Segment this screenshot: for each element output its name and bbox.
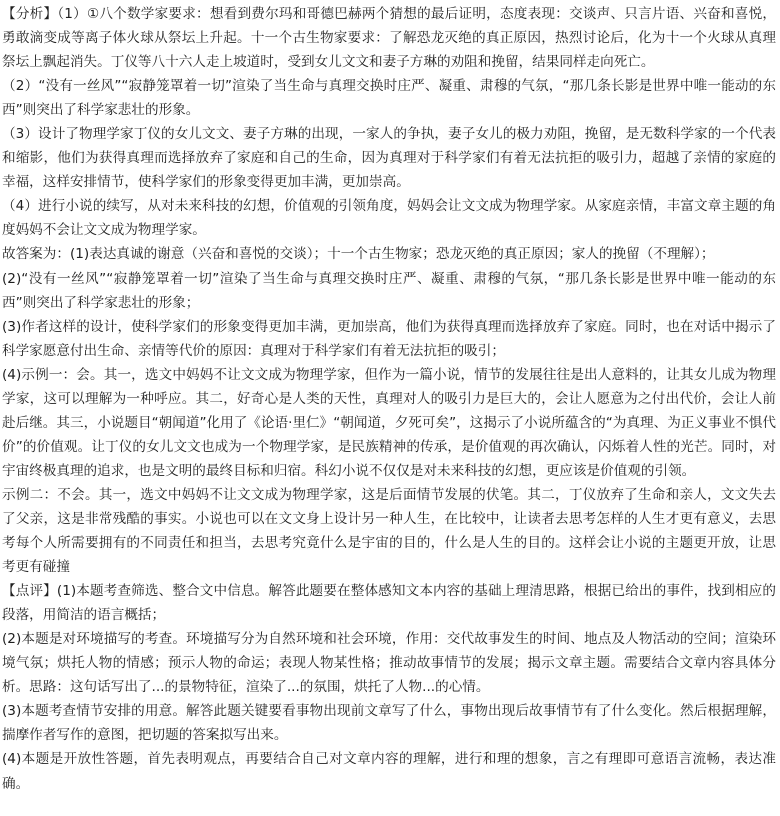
- comment-part-4: (4)本题是开放性答题，首先表明观点，再要结合自己对文章内容的理解，进行和理的想象，言之有理即可意语言流畅，表达准确。: [2, 751, 776, 792]
- comment-part-2: (2)本题是对环境描写的考查。环境描写分为自然环境和社会环境，作用：交代故事发生的时间、地点及人物活动的空间；渲染环境气氛；烘托人物的情感；预示人物的命运；表现人物某性格；推动故事情节的发展；揭示文章主题。需要结合文章内容具体分析。思路：这句话写出了...的景物特征，渲染了...的氛围，烘托了人物...的心情。: [2, 631, 776, 696]
- answer-part-3: (3)作者这样的设计，使科学家们的形象变得更加丰满，更加崇高，他们为获得真理而选择放弃了家庭。同时，也在对话中揭示了科学家愿意付出生命、亲情等代价的原因：真理对于科学家们有着无法抗拒的吸引；: [2, 318, 776, 359]
- analysis-part-4: （4）进行小说的续写，从对未来科技的幻想，价值观的引领角度，妈妈会让文文成为物理学家。从家庭亲情，丰富文章主题的角度妈妈不会让文文成为物理学家。: [2, 198, 776, 239]
- answer-part-4-example-2: 示例二：不会。其一，选文中妈妈不让文文成为物理学家，这是后面情节发展的伏笔。其二，丁仪放弃了生命和亲人，文文失去了父亲，这是非常残酷的事实。小说也可以在文文身上设计另一种人生，在比较中，让读者去思考怎样的人生才更有意义，去思考每个人所需要拥有的不同责任和担当，去思考究竟什么是宇宙的目的，什么是人生的目的。这样会让小说的主题更开放，让思考更有碰撞: [2, 486, 776, 576]
- comment-part-1: 【点评】(1)本题考查筛选、整合文中信息。解答此题要在整体感知文本内容的基础上理清思路，根据已给出的事件，找到相应的段落，用简洁的语言概括；: [2, 583, 776, 624]
- analysis-part-3: （3）设计了物理学家丁仪的女儿文文、妻子方琳的出现，一家人的争执，妻子女儿的极力劝阻，挽留，是无数科学家的一个代表和缩影，他们为获得真理而选择放弃了家庭和自己的生命，因为真理对于科学家们有着无法抗拒的吸引力，超越了亲情的家庭的幸福，这样安排情节，使科学家们的形象变得更加丰满，更加崇高。: [2, 126, 776, 191]
- analysis-part-2: （2）“没有一丝风”“寂静笼罩着一切”渲染了当生命与真理交换时庄严、凝重、肃穆的气氛，“那几条长影是世界中唯一能动的东西”则突出了科学家悲壮的形象。: [2, 78, 776, 119]
- answer-part-2: (2)“没有一丝风”“寂静笼罩着一切”渲染了当生命与真理交换时庄严、凝重、肃穆的气氛，“那几条长影是世界中唯一能动的东西”则突出了科学家悲壮的形象；: [2, 270, 776, 311]
- answer-part-1: 故答案为：(1)表达真诚的谢意（兴奋和喜悦的交谈）；十一个古生物家；恐龙灭绝的真正原因；家人的挽留（不理解）；: [2, 246, 715, 263]
- comment-part-3: (3)本题考查情节安排的用意。解答此题关键要看事物出现前文章写了什么，事物出现后故事情节有了什么变化。然后根据理解，揣摩作者写作的意图，把切题的答案拟写出来。: [2, 703, 776, 744]
- answer-part-4-example-1: (4)示例一：会。其一，选文中妈妈不让文文成为物理学家，但作为一篇小说，情节的发展往往是出人意料的，让其女儿成为物理学家，这可以理解为一种呼应。其二，好奇心是人类的天性，真理对人的吸引力是巨大的，会让人愿意为之付出代价，会让人前赴后继。其三，小说题目“朝闻道”化用了《论语·里仁》“朝闻道，夕死可矣”，这揭示了小说所蕴含的“为真理、为正义事业不惧代价”的价值观。让丁仪的女儿文文也成为一个物理学家，是民族精神的传承，是价值观的再次确认，闪烁着人性的光芒。同时，对宇宙终极真理的追求，也是文明的最终目标和归宿。科幻小说不仅仅是对未来科技的幻想，更应该是价值观的引领。: [2, 366, 776, 479]
- analysis-part-1: 【分析】（1）①八个数学家要求：想看到费尔玛和哥德巴赫两个猜想的最后证明，态度表现：交谈声、只言片语、兴奋和喜悦，勇敢滴变成等离子体火球从祭坛上升起。十一个古生物家要求：了解恐龙灭绝的真正原因，热烈讨论后，化为十一个火球从真理祭坛上飘起消失。丁仪等八十六人走上坡道时，受到女儿文文和妻子方琳的劝阻和挽留，结果同样走向死亡。: [2, 6, 776, 71]
